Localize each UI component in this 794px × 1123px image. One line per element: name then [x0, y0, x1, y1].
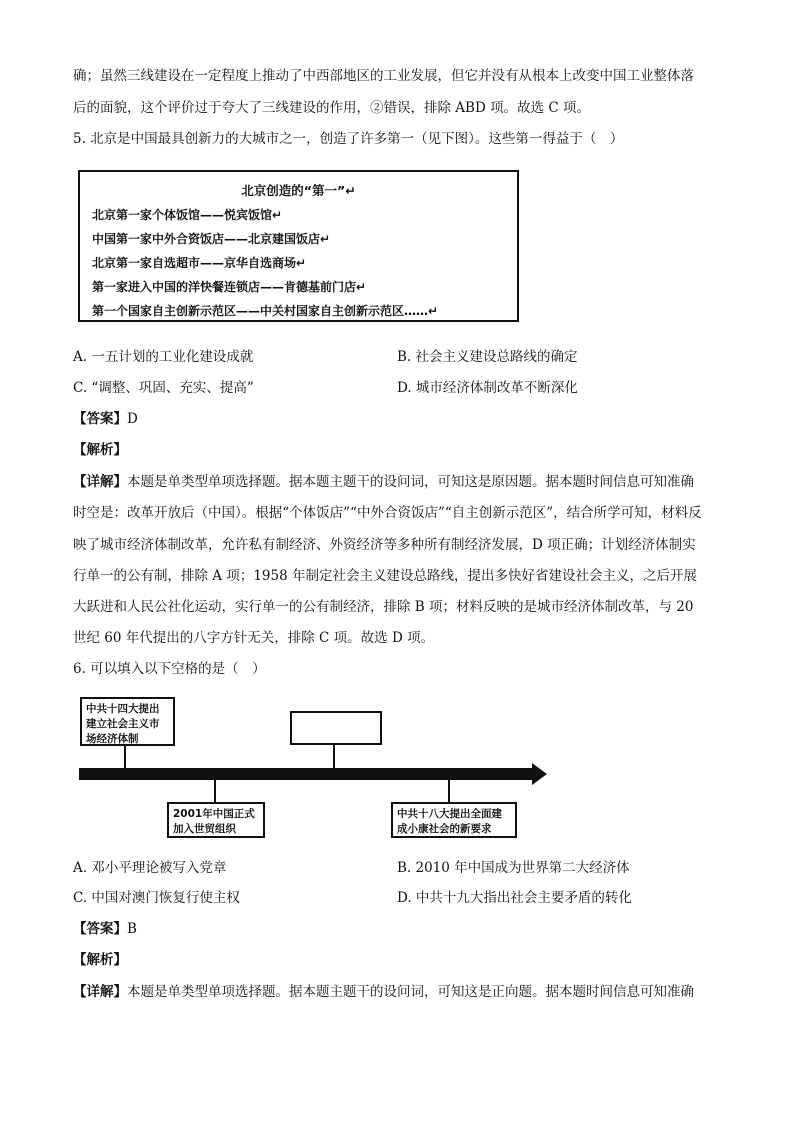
answer-tag: 【答案】: [73, 921, 127, 937]
option-c: C. 中国对澳门恢复行使主权: [73, 890, 240, 906]
answer-line: [73, 919, 137, 939]
detail-line: 映了城市经济体制改革，允许私有制经济、外资经济等多种所有制经济发展，D 项正确；计划经济体制实: [73, 537, 696, 553]
detail-line: [73, 472, 694, 492]
question-5-stem: 5. 北京是中国最具创新力的大城市之一，创造了许多第一（见下图）。这些第一得益于（ ）: [73, 131, 624, 147]
option-c: C. “调整、巩固、充实、提高”: [73, 380, 254, 396]
detail-line: 时空是：改革开放后（中国）。根据“个体饭店”“中外合资饭店”“自主创新示范区”，结合所学可知，材料反: [73, 505, 702, 521]
timeline-tick: [124, 745, 126, 770]
option-a: A. 邓小平理论被写入党章: [73, 860, 227, 876]
timeline-box-3: [391, 802, 517, 838]
text-line: 确；虽然三线建设在一定程度上推动了中西部地区的工业发展，但它并没有从根本上改变中国工业整体落: [73, 68, 694, 84]
option-d: D. 中共十九大指出社会主要矛盾的转化: [397, 890, 632, 906]
analysis-label: 【解析】: [73, 442, 127, 458]
answer-tag: 【答案】: [73, 411, 127, 427]
box-text: 成小康社会的新要求: [397, 823, 492, 835]
timeline-blank-box: [290, 711, 382, 745]
box-text: 场经济体制: [86, 733, 139, 745]
box-text: 2001年中国正式: [173, 808, 255, 820]
detail-text: 本题是单类型单项选择题。据本题主题干的设问词，可知这是正向题。据本题时间信息可知准确: [127, 984, 694, 1000]
analysis-tag: [73, 440, 127, 460]
detail-line: 行单一的公有制，排除 A 项；1958 年制定社会主义建设总路线，提出多快好省建设社会主义，之后开展: [73, 568, 697, 584]
beijing-firsts-figure: [78, 170, 519, 322]
figure-row: 北京第一家个体饭馆——悦宾饭馆↵: [92, 208, 283, 222]
answer-value: D: [127, 411, 138, 427]
box-text: 建立社会主义市: [86, 718, 160, 730]
timeline-tick: [448, 778, 450, 804]
timeline-tick: [333, 745, 335, 770]
detail-text: 本题是单类型单项选择题。据本题主题干的设问词，可知这是原因题。据本题时间信息可知准确: [127, 474, 694, 490]
figure-row: 中国第一家中外合资饭店——北京建国饭店↵: [92, 232, 331, 246]
answer-line: [73, 409, 138, 429]
analysis-label: 【解析】: [73, 952, 127, 968]
box-text: 加入世贸组织: [173, 823, 236, 835]
detail-line: [73, 982, 694, 1002]
timeline-bar: [79, 768, 534, 780]
option-b: B. 社会主义建设总路线的确定: [397, 349, 578, 365]
detail-tag: 【详解】: [73, 984, 127, 1000]
option-d: D. 城市经济体制改革不断深化: [397, 380, 578, 396]
question-6-stem: 6. 可以填入以下空格的是（ ）: [73, 661, 266, 677]
analysis-tag: [73, 950, 127, 970]
detail-line: 世纪 60 年代提出的八字方针无关，排除 C 项。故选 D 项。: [73, 630, 435, 646]
option-b: B. 2010 年中国成为世界第二大经济体: [397, 860, 630, 876]
figure-row: 北京第一家自选超市——京华自选商场↵: [92, 256, 307, 270]
detail-tag: 【详解】: [73, 474, 127, 490]
box-text: 中共十八大提出全面建: [397, 808, 502, 820]
figure-row: 第一家进入中国的洋快餐连锁店——肯德基前门店↵: [92, 280, 367, 294]
timeline-box-1: [80, 697, 175, 746]
figure-row: 第一个国家自主创新示范区——中关村国家自主创新示范区……↵: [92, 304, 439, 318]
detail-line: 大跃进和人民公社化运动，实行单一的公有制经济，排除 B 项；材料反映的是城市经济体制改革，与 20: [73, 599, 694, 615]
timeline-arrow-icon: [532, 763, 547, 785]
timeline-tick: [214, 778, 216, 804]
timeline-box-2: [167, 802, 265, 838]
text-line: 后的面貌，这个评价过于夸大了三线建设的作用，②错误，排除 ABD 项。故选 C 项。: [73, 100, 590, 116]
option-a: A. 一五计划的工业化建设成就: [73, 349, 254, 365]
box-text: 中共十四大提出: [86, 703, 160, 715]
answer-value: B: [127, 921, 137, 937]
figure-title: 北京创造的“第一”↵: [241, 183, 356, 198]
